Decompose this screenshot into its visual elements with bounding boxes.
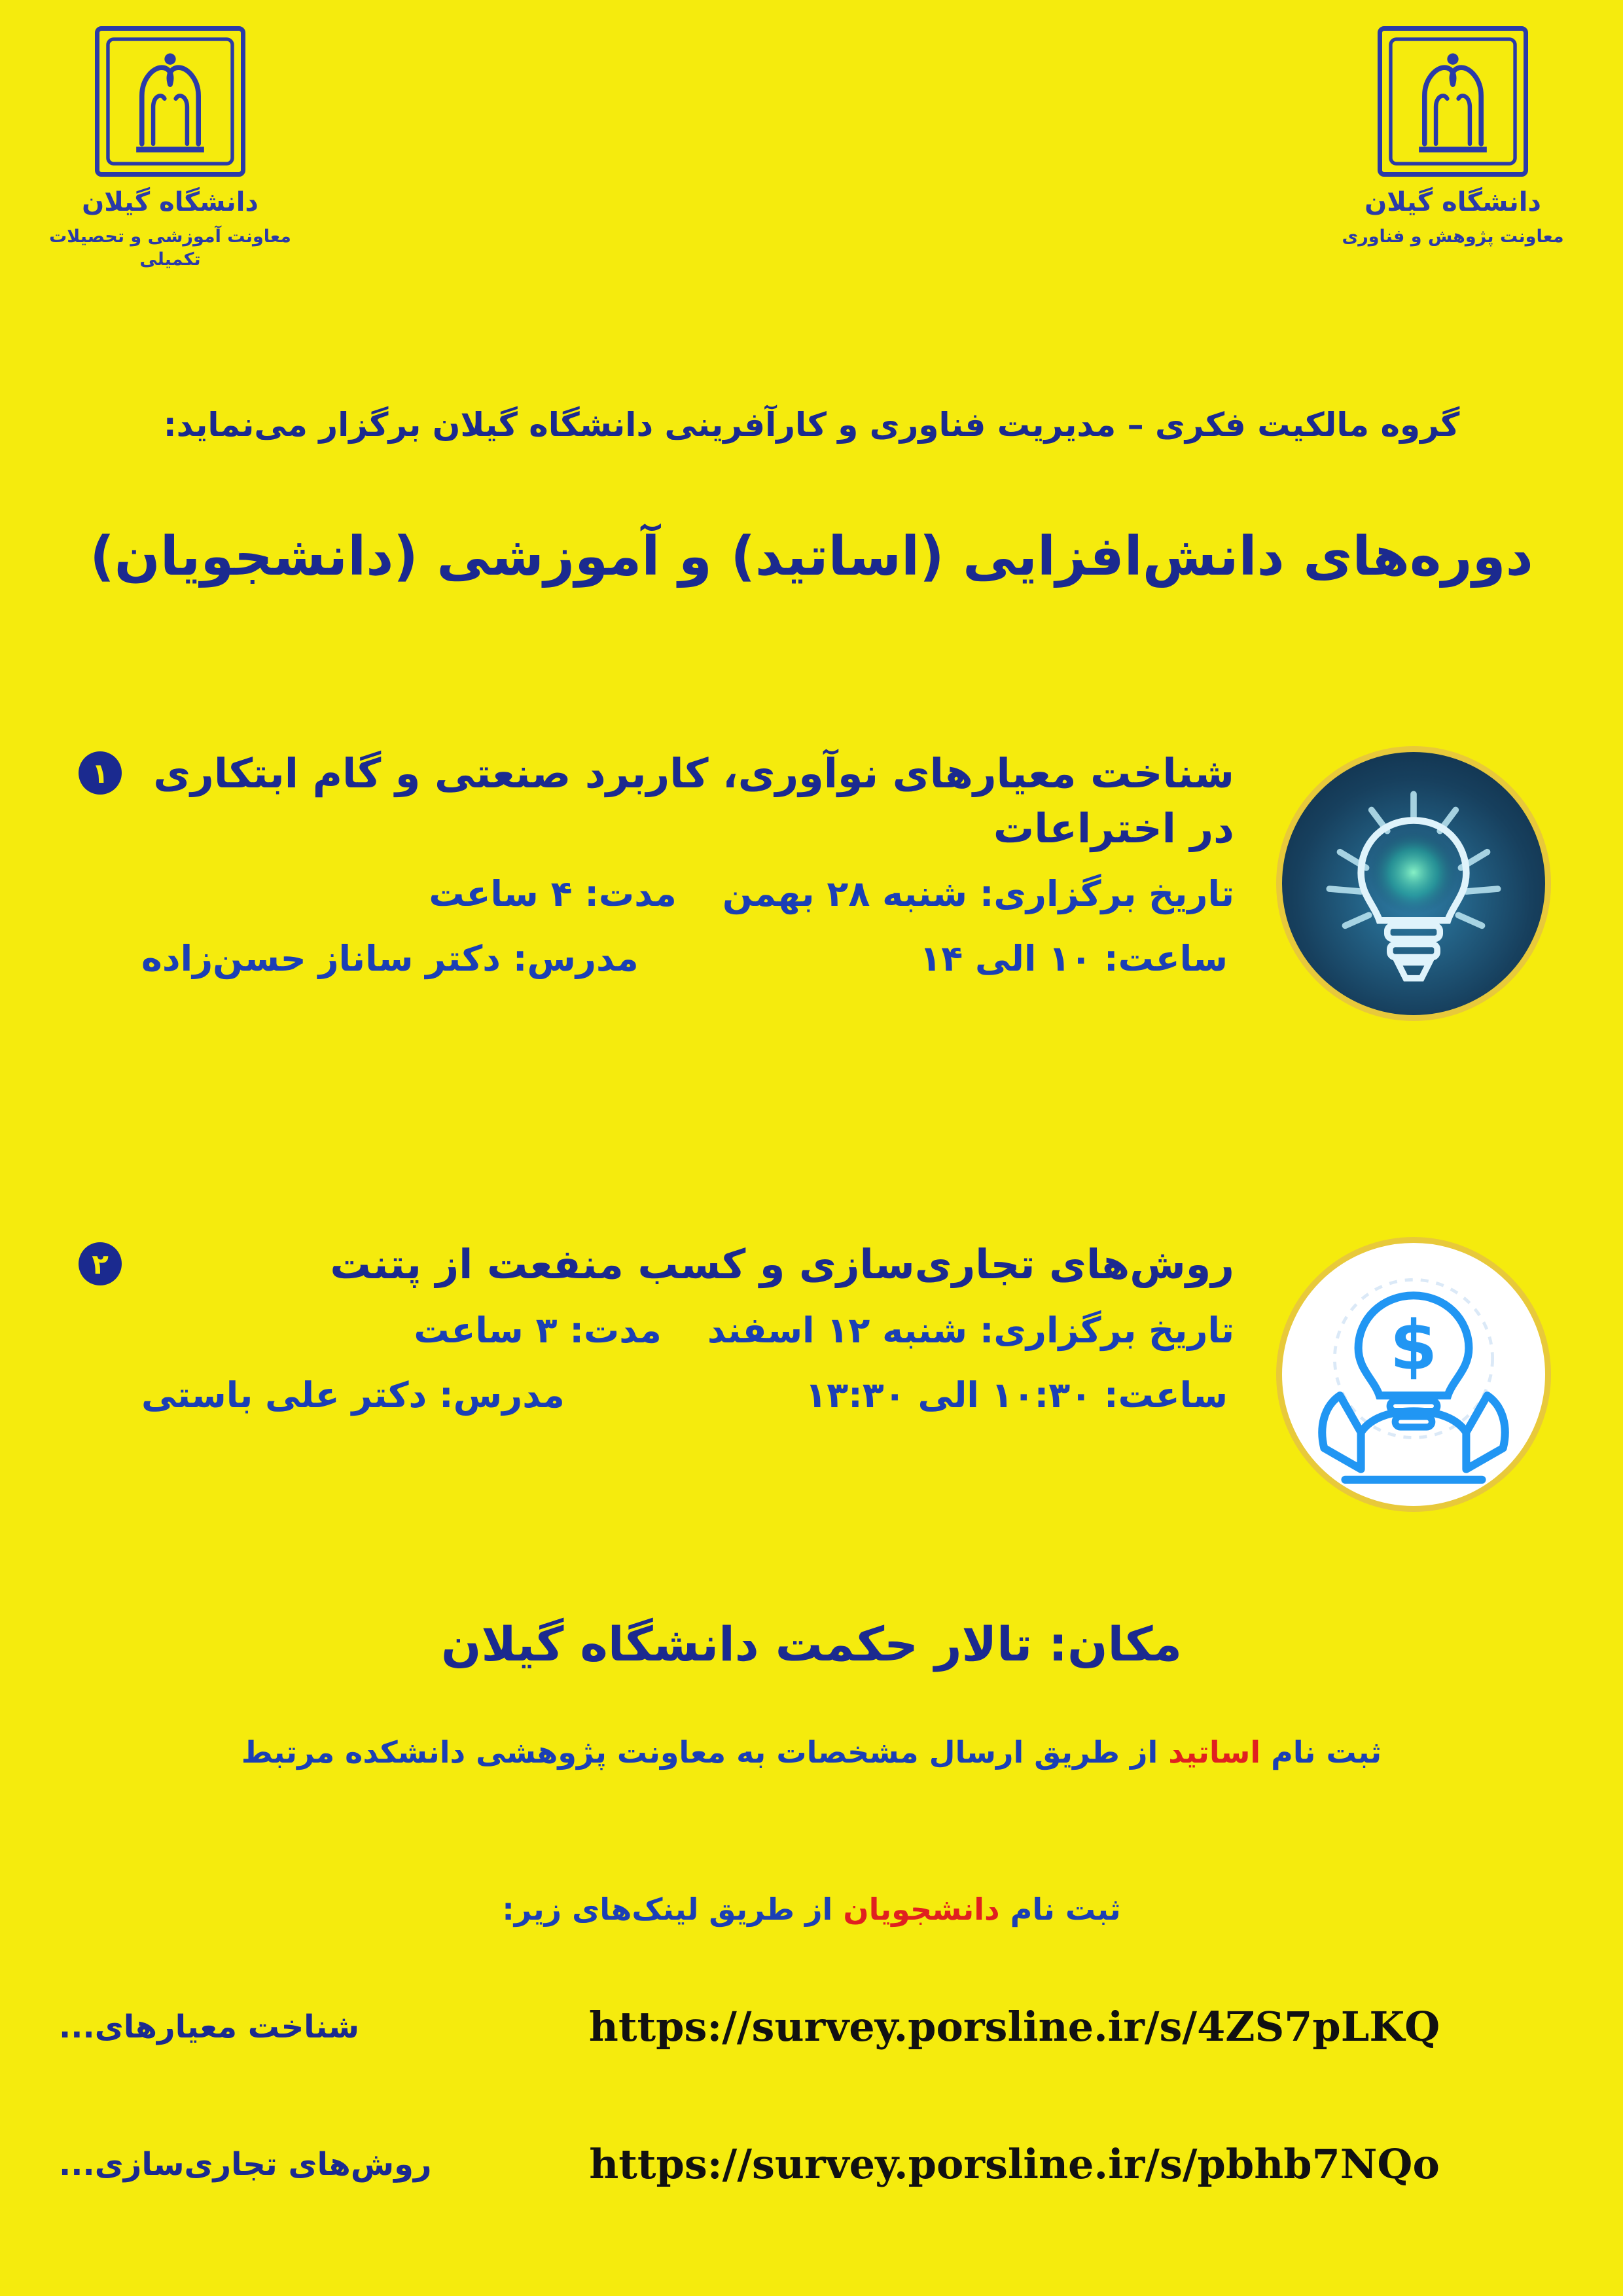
course-details (122, 1237, 1250, 1422)
course-number-badge: ۲ (79, 1242, 122, 1285)
logo-block-education (20, 26, 321, 271)
course-duration: مدت: ۳ ساعت (414, 1309, 662, 1351)
course-date: تاریخ برگزاری: شنبه ۱۲ اسفند (707, 1309, 1234, 1351)
course-title: روش‌های تجاری‌سازی و کسب منفعت از پتنت (330, 1240, 1234, 1288)
survey-link-label: شناخت معیارهای... (59, 2008, 359, 2045)
money-bulb-hands-icon (1276, 1237, 1551, 1512)
survey-link-url[interactable]: https://survey.porsline.ir/s/4ZS7pLKQ (588, 2003, 1440, 2051)
course-lecturer: مدرس: دکتر ساناز حسن‌زاده (141, 938, 639, 980)
registration-teachers-prefix: ثبت نام (1260, 1734, 1382, 1770)
course-lecturer: مدرس: دکتر علی باستی (141, 1374, 565, 1416)
survey-link-row (39, 2003, 1584, 2051)
course-meta-row (141, 1369, 1234, 1422)
svg-text:$: $ (1389, 1305, 1438, 1386)
course-time: ساعت: ۱۰ الی ۱۴ (919, 938, 1228, 980)
course-date: تاریخ برگزاری: شنبه ۲۸ بهمن (722, 873, 1234, 915)
logo-subtitle: معاونت پژوهش و فناوری (1342, 226, 1564, 247)
survey-link-row (39, 2140, 1584, 2188)
course-details (122, 746, 1250, 985)
course-meta-row (141, 1304, 1234, 1357)
course-item (79, 1237, 1551, 1512)
registration-teachers-highlight: اساتید (1168, 1734, 1261, 1770)
page-title: دوره‌های دانش‌افزایی (اساتید) و آموزشی (دانشجویان) (90, 526, 1533, 588)
registration-teachers-suffix: از طریق ارسال مشخصات به معاونت پژوهشی دانشکده مرتبط (241, 1734, 1169, 1770)
course-number-badge: ۱ (79, 751, 122, 795)
university-gilan-emblem-icon (1378, 26, 1528, 177)
logo-university-name: دانشگاه گیلان (82, 187, 259, 217)
course-title: شناخت معیارهای نوآوری، کاربرد صنعتی و گام ابتکاری در اختراعات (153, 749, 1234, 852)
registration-students-prefix: ثبت نام (999, 1892, 1121, 1927)
course-item (79, 746, 1551, 1021)
registration-students-highlight: دانشجویان (843, 1892, 1000, 1927)
course-meta-row (141, 932, 1234, 985)
registration-students (0, 1892, 1623, 1927)
course-duration: مدت: ۴ ساعت (429, 873, 677, 915)
university-gilan-emblem-icon (95, 26, 245, 177)
course-meta-row (141, 867, 1234, 920)
logo-block-research (1302, 26, 1603, 248)
logo-university-name: دانشگاه گیلان (1364, 187, 1541, 217)
registration-students-suffix: از طریق لینک‌های زیر: (502, 1892, 844, 1927)
survey-link-url[interactable]: https://survey.porsline.ir/s/pbhb7NQo (589, 2140, 1440, 2188)
registration-teachers (0, 1734, 1623, 1770)
survey-link-label: روش‌های تجاری‌سازی... (59, 2145, 432, 2183)
organizer-line: گروه مالکیت فکری – مدیریت فناوری و کارآفرینی دانشگاه گیلان برگزار می‌نماید: (163, 406, 1460, 444)
lightbulb-icon (1276, 746, 1551, 1021)
course-time: ساعت: ۱۰:۳۰ الی ۱۳:۳۰ (805, 1374, 1228, 1416)
logo-subtitle: معاونت آموزشی و تحصیلات تکمیلی (49, 226, 291, 270)
venue-line: مکان: تالار حکمت دانشگاه گیلان (440, 1617, 1183, 1672)
